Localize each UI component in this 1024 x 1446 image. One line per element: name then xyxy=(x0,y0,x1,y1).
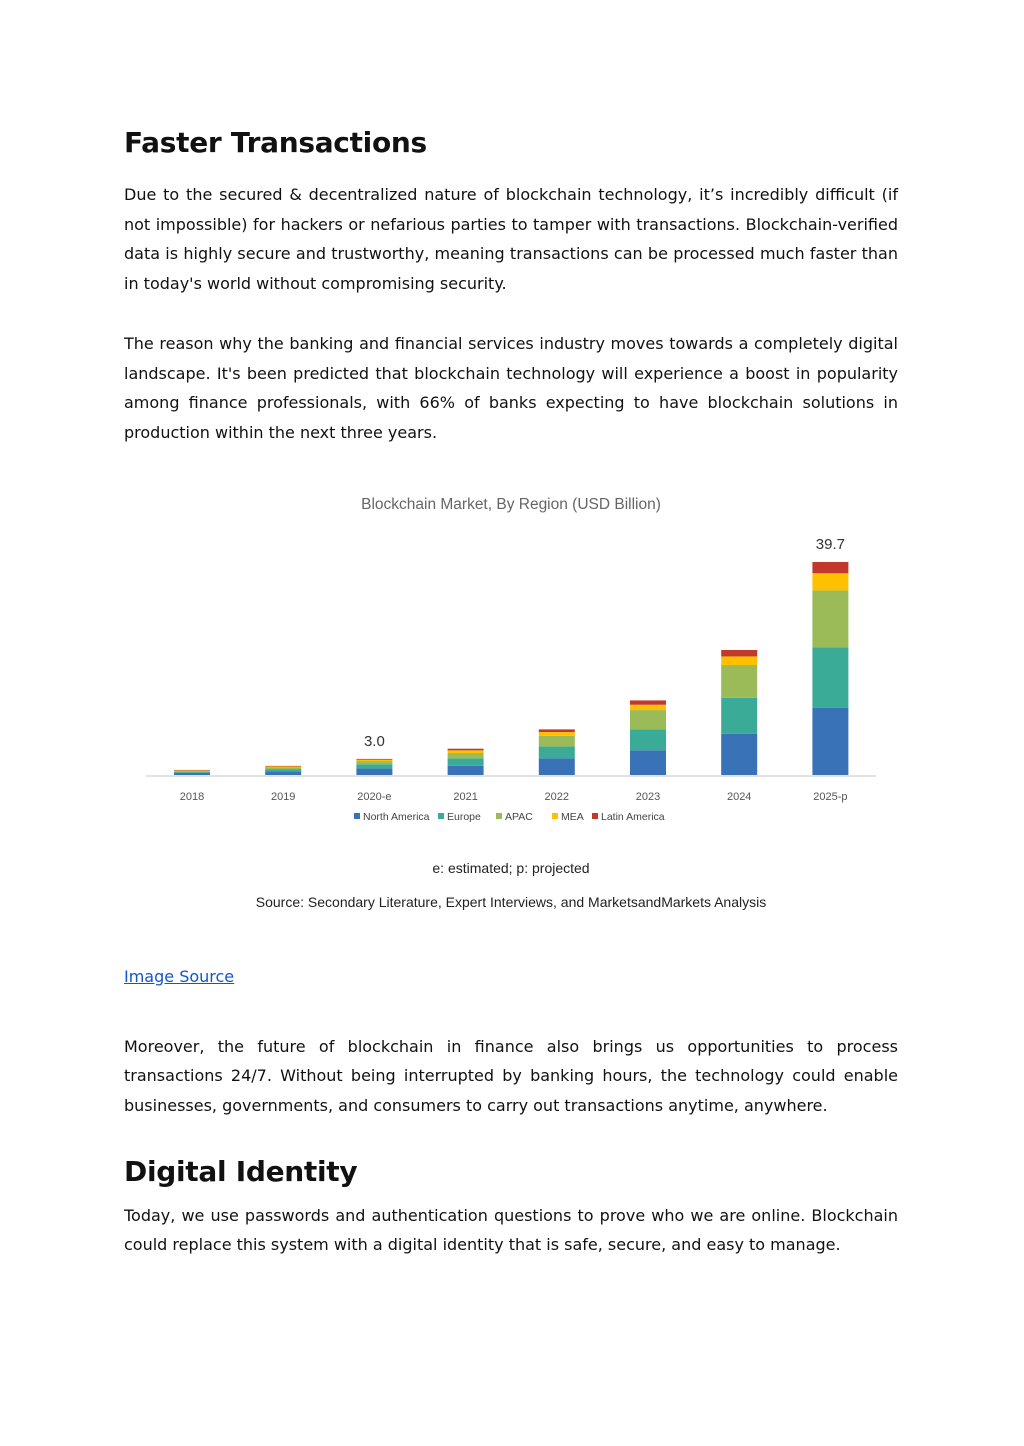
chart-source: Source: Secondary Literature, Expert Interviews, and MarketsandMarkets Analysis xyxy=(255,893,767,910)
legend-label: Latin America xyxy=(601,810,665,823)
document-page xyxy=(124,118,898,1260)
x-tick-label: 2024 xyxy=(726,790,752,803)
legend-label: MEA xyxy=(561,810,584,823)
legend-swatch xyxy=(592,813,598,819)
bar-segment-north-america-2019 xyxy=(265,771,301,775)
bar-segment-mea-2019 xyxy=(265,766,301,767)
bar-segment-latin-america-2019 xyxy=(265,766,301,767)
bar-segment-apac-2023 xyxy=(630,710,666,729)
x-tick-label: 2018 xyxy=(179,790,205,803)
bar-segment-apac-2021 xyxy=(448,753,484,758)
x-tick-label: 2020-e xyxy=(357,790,392,803)
paragraph-24-7-transactions: Moreover, the future of blockchain in finance also brings us opportunities to process transactions 24/7. Without being interrupted by banking hours, the technology could enable businesses, governments, and consumers to carry out transactions anytime, anywhere. xyxy=(124,1036,898,1116)
bar-segment-north-america-2021 xyxy=(448,766,484,775)
bar-segment-apac-2018 xyxy=(174,770,210,771)
paragraph-banking-adoption: The reason why the banking and financial services industry moves towards a completely digital landscape. It's been predicted that blockchain technology will experience a boost in popularity among finance professionals, with 66% of banks expecting to have blockchain solutions in production within the next three years. xyxy=(124,333,898,442)
legend-label: Europe xyxy=(447,810,481,823)
bar-segment-mea-2020-e xyxy=(356,759,392,760)
bar-segment-apac-2025-p xyxy=(812,590,848,647)
bar-segment-apac-2019 xyxy=(265,767,301,769)
bar-segment-apac-2022 xyxy=(539,735,575,746)
bar-segment-europe-2023 xyxy=(630,729,666,750)
bar-segment-apac-2020-e xyxy=(356,761,392,764)
bar-segment-latin-america-2018 xyxy=(174,770,210,771)
bar-segment-north-america-2025-p xyxy=(812,708,848,775)
bar-segment-europe-2020-e xyxy=(356,764,392,768)
section-heading-digital-identity: Digital Identity xyxy=(124,1154,358,1188)
legend-swatch xyxy=(438,813,444,819)
bar-segment-north-america-2024 xyxy=(721,733,757,774)
image-source-row xyxy=(124,965,898,989)
bar-segment-latin-america-2021 xyxy=(448,748,484,750)
legend-label: APAC xyxy=(505,810,533,823)
bar-segment-apac-2024 xyxy=(721,665,757,698)
bar-segment-europe-2018 xyxy=(174,771,210,772)
legend-swatch xyxy=(496,813,502,819)
bar-segment-europe-2022 xyxy=(539,746,575,758)
paragraph-digital-identity: Today, we use passwords and authentication questions to prove who we are online. Blockchain could replace this system with a digital identity that is safe, secure, and easy to manage. xyxy=(124,1205,898,1255)
data-label: 3.0 xyxy=(363,732,385,750)
legend-swatch xyxy=(354,813,360,819)
bar-segment-latin-america-2024 xyxy=(721,650,757,656)
market-chart-figure xyxy=(124,482,898,942)
x-tick-label: 2021 xyxy=(453,790,478,803)
chart-title: Blockchain Market, By Region (USD Billion) xyxy=(361,495,661,513)
bar-segment-latin-america-2023 xyxy=(630,700,666,704)
bar-segment-latin-america-2025-p xyxy=(812,562,848,573)
chart-note: e: estimated; p: projected xyxy=(432,859,590,876)
x-tick-label: 2023 xyxy=(635,790,661,803)
bar-segment-europe-2019 xyxy=(265,769,301,771)
bar-segment-north-america-2022 xyxy=(539,758,575,775)
bar-segment-mea-2023 xyxy=(630,704,666,709)
section-heading-faster-transactions: Faster Transactions xyxy=(124,126,427,159)
bar-segment-mea-2024 xyxy=(721,656,757,665)
blockchain-market-chart xyxy=(124,482,898,942)
bar-segment-latin-america-2020-e xyxy=(356,759,392,760)
bar-segment-north-america-2023 xyxy=(630,750,666,775)
legend-label: North America xyxy=(363,810,430,823)
image-source-link[interactable]: Image Source xyxy=(124,966,235,986)
bar-segment-north-america-2020-e xyxy=(356,768,392,774)
x-tick-label: 2025-p xyxy=(813,790,848,803)
bar-segment-mea-2025-p xyxy=(812,573,848,590)
paragraph-security: Due to the secured & decentralized nature of blockchain technology, it’s incredibly difficult (if not impossible) for hackers or nefarious parties to tamper with transactions. Blockchain-verified data is highly secure and trustworthy, meaning transactions can be processed much faster than in today's world without compromising security. xyxy=(124,185,898,294)
bar-segment-europe-2024 xyxy=(721,697,757,733)
bar-segment-europe-2025-p xyxy=(812,647,848,708)
legend-swatch xyxy=(552,813,558,819)
bar-segment-europe-2021 xyxy=(448,758,484,766)
data-label: 39.7 xyxy=(815,535,846,553)
bar-segment-latin-america-2022 xyxy=(539,729,575,732)
x-tick-label: 2019 xyxy=(270,790,296,803)
bar-segment-mea-2022 xyxy=(539,732,575,736)
x-tick-label: 2022 xyxy=(544,790,570,803)
bar-segment-mea-2021 xyxy=(448,750,484,753)
bar-segment-north-america-2018 xyxy=(174,772,210,774)
